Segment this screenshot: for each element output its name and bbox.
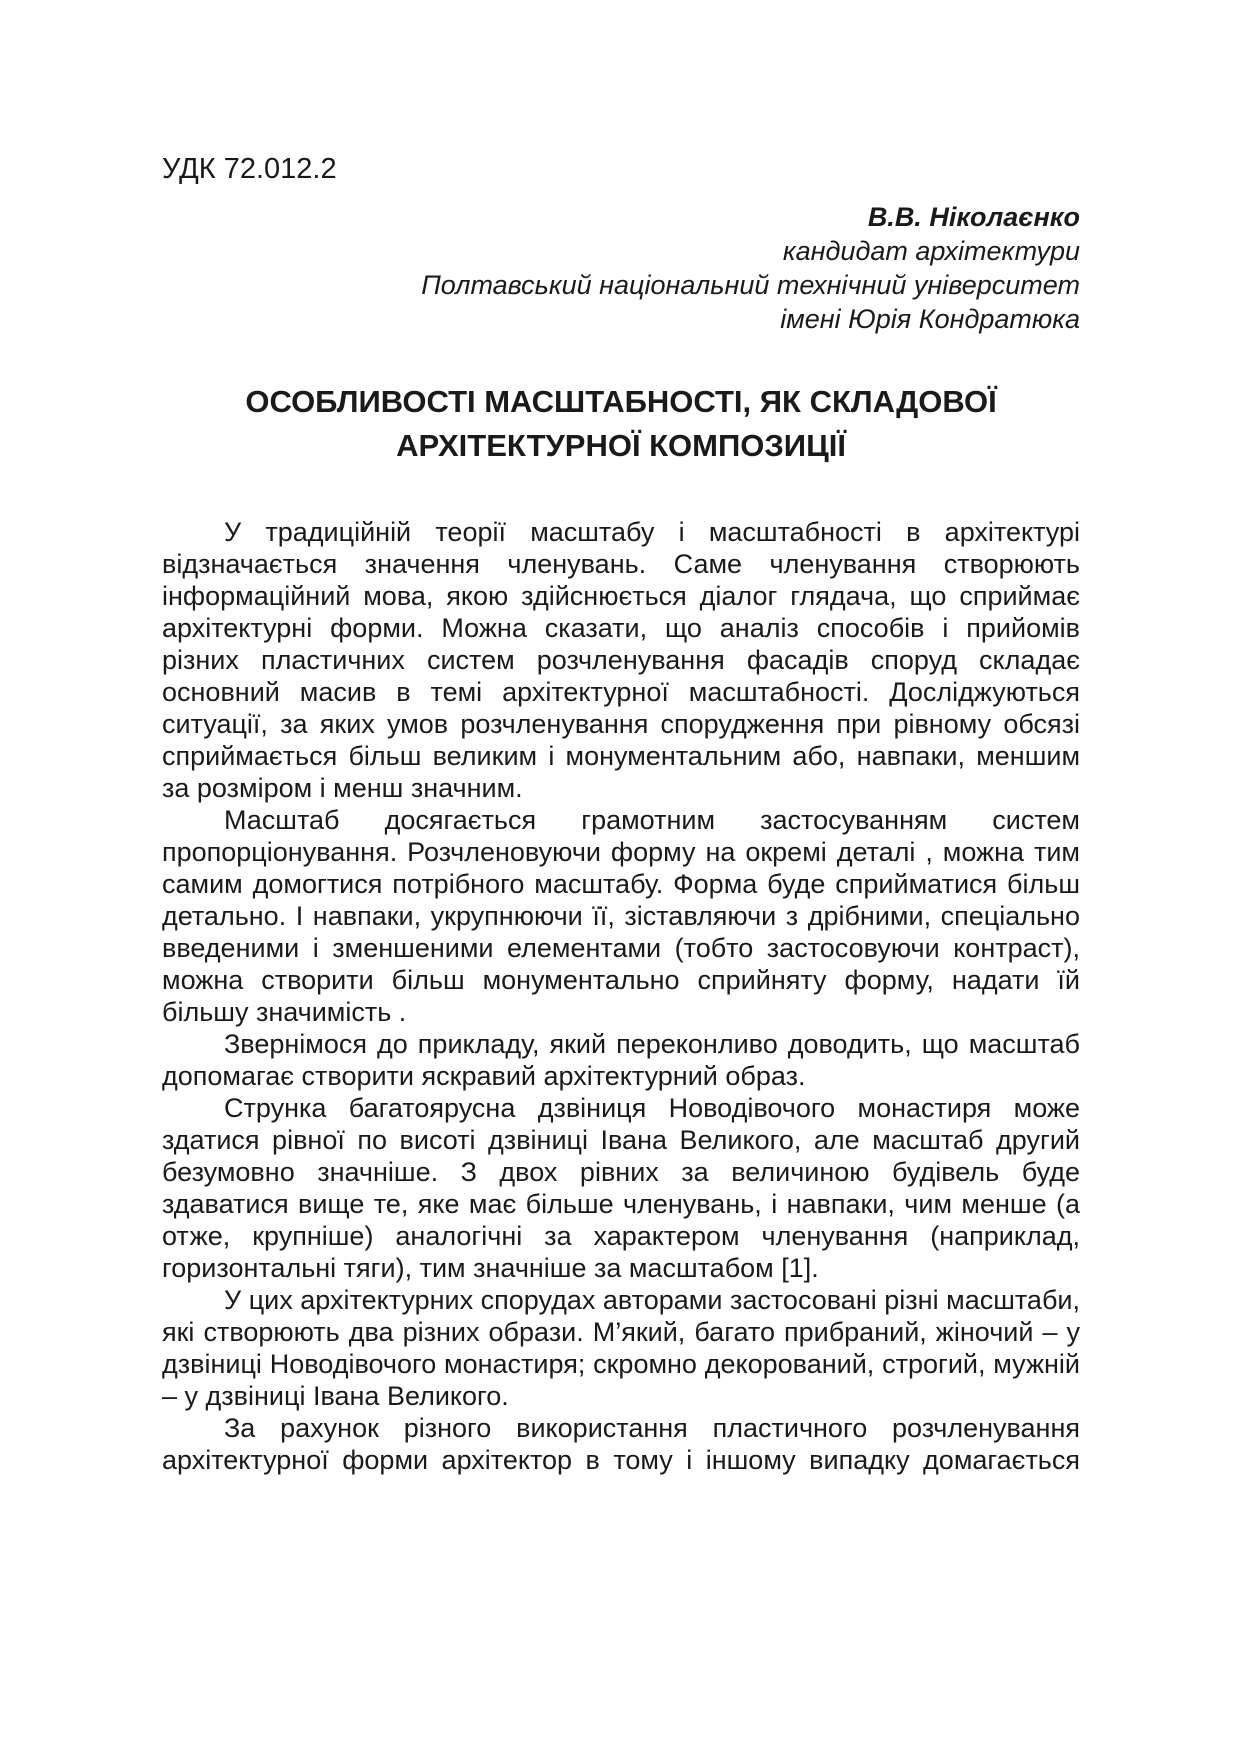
author-block — [162, 200, 1080, 336]
udc-code: УДК 72.012.2 — [162, 153, 337, 185]
paper-body — [162, 516, 1080, 1476]
author-affiliation-line-1: Полтавський національний технічний університет — [421, 270, 1080, 300]
paper-title-line-1: ОСОБЛИВОСТІ МАСШТАБНОСТІ, ЯК СКЛАДОВОЇ — [245, 384, 997, 419]
paragraph-3: Звернімося до прикладу, який переконливо доводить, що масштаб допомагає створити яскравий архітектурний образ. — [162, 1029, 1080, 1091]
author-affiliation-line-2: імені Юрія Кондратюка — [780, 304, 1080, 334]
paragraph-6: За рахунок різного використання пластичного розчленування архітектурної форми архітектор в тому і іншому випадку домагається — [162, 1413, 1080, 1475]
paper-title — [162, 380, 1080, 468]
paragraph-1: У традиційній теорії масштабу і масштабності в архітектурі відзначається значення членувань. Саме членування створюють інформаційний мова, якою здійснюється діалог глядача, що сприймає архітектурні форми. Можна сказати, що аналіз способів і прийомів різних пластичних систем розчленування фасадів споруд складає основний масив в темі архітектурної масштабності. Досліджуються ситуації, за яких умов розчленування спорудження при рівному обсязі сприймається більш великим і монументальним або, навпаки, меншим за розміром і менш значним. — [162, 517, 1080, 803]
paragraph-2: Масштаб досягається грамотним застосуванням систем пропорціонування. Розчленовуючи форму на окремі деталі , можна тим самим домогтися потрібного масштабу. Форма буде сприйматися більш детально. І навпаки, укрупнюючи її, зіставляючи з дрібними, спеціально введеними і зменшеними елементами (тобто застосовуючи контраст), можна створити більш монументально сприйняту форму, надати їй більшу значимість . — [162, 805, 1080, 1027]
paragraph-5: У цих архітектурних спорудах авторами застосовані різні масштаби, які створюють два різних образи. М’який, багато прибраний, жіночий – у дзвіниці Новодівочого монастиря; скромно декорований, строгий, мужній – у дзвіниці Івана Великого. — [162, 1285, 1080, 1411]
paper-title-line-2: АРХІТЕКТУРНОЇ КОМПОЗИЦІЇ — [396, 428, 846, 463]
author-degree: кандидат архітектури — [782, 236, 1080, 266]
author-name: В.В. Ніколаєнко — [867, 202, 1080, 232]
paragraph-4: Струнка багатоярусна дзвіниця Новодівочого монастиря може здатися рівної по висоті дзвіниці Івана Великого, але масштаб другий безумовно значніше. З двох рівних за величиною будівель буде здаватися вище те, яке має більше членувань, і навпаки, чим менше (а отже, крупніше) аналогічні за характером членування (наприклад, горизонтальні тяги), тим значніше за масштабом [1]. — [162, 1093, 1080, 1283]
